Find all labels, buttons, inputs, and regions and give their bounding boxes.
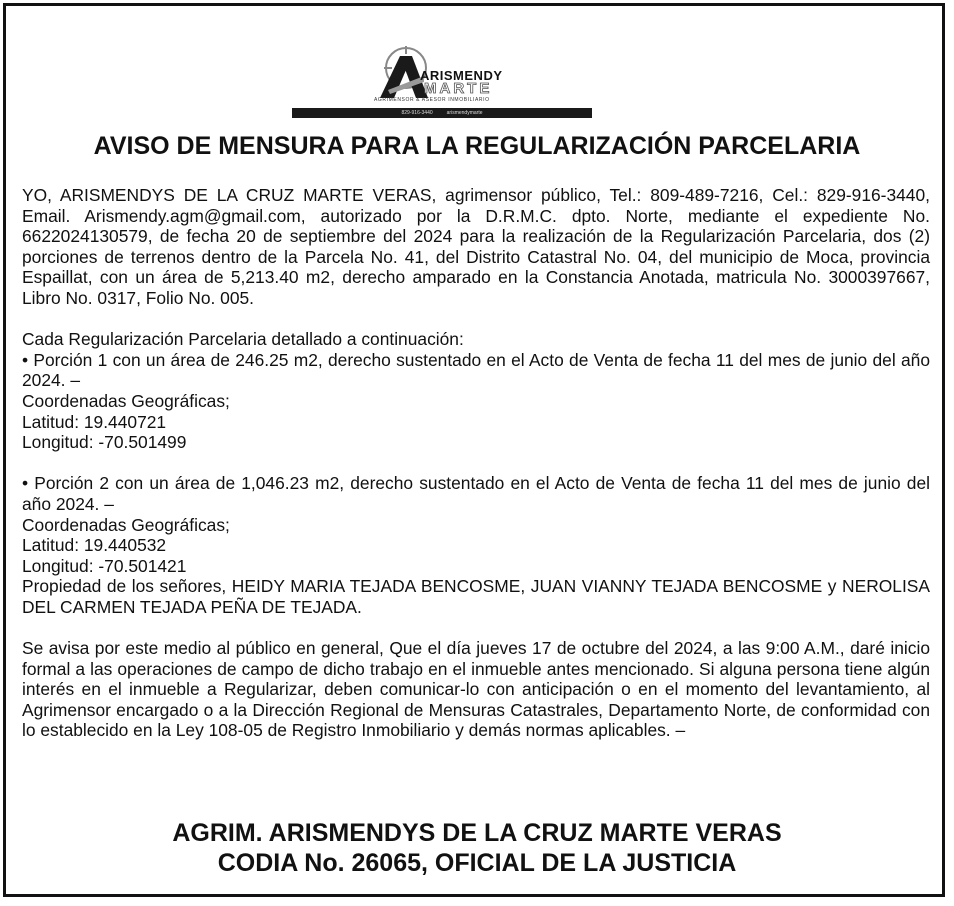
portion-1-text: • Porción 1 con un área de 246.25 m2, derecho sustentado en el Acto de Venta de fecha 11 del mes de junio del año 2024. – — [22, 349, 930, 391]
logo-surname: MARTE — [424, 80, 493, 97]
notice-title: AVISO DE MENSURA PARA LA REGULARIZACIÓN PARCELARIA — [93, 132, 861, 160]
logo-name: ARISMENDY — [420, 68, 503, 83]
logo-phone: 829-916-3440 — [401, 110, 433, 116]
public-notice-paragraph: Se avisa por este medio al público en general, Que el día jueves 17 de octubre del 2024, a las 9:00 A.M., daré inicio formal a las operaciones de campo de dicho trabajo en el inmueble antes mencionado. Si alguna persona tiene algún interés en el inmueble a Regularizar, deben comunicar-lo con anticipación o en el momento del levantamiento, al Agrimensor encargado o a la Dirección Regional de Mensuras Catastrales, Departamento Norte, de conformidad con lo establecido en la Ley 108-05 de Registro Inmobiliario y demás normas aplicables. – — [22, 638, 930, 741]
portion-1-coords-label: Coordenadas Geográficas; — [22, 390, 230, 411]
detail-heading: Cada Regularización Parcelaria detallado a continuación: — [22, 329, 464, 350]
portion-2-longitude: Longitud: -70.501421 — [22, 555, 187, 576]
portion-1-longitude: Longitud: -70.501499 — [22, 432, 187, 453]
signature-credentials: CODIA No. 26065, OFICIAL DE LA JUSTICIA — [217, 849, 737, 877]
owners-paragraph: Propiedad de los señores, HEIDY MARIA TEJADA BENCOSME, JUAN VIANNY TEJADA BENCOSME y NEROLISA DEL CARMEN TEJADA PEÑA DE TEJADA. — [22, 576, 930, 617]
intro-paragraph: YO, ARISMENDYS DE LA CRUZ MARTE VERAS, agrimensor público, Tel.: 809-489-7216, Cel.: 829-916-3440, Email. Arismendy.agm@gmail.com, autorizado por la D.R.M.C. dpto. Norte, mediante el expediente No. 6622024130579, de fecha 20 de septiembre del 2024 para la realización de la Regularización Parcelaria, dos (2) porciones de terrenos dentro de la Parcela No. 41, del Distrito Catastral No. 04, del municipio de Moca, provincia Espaillat, con un área de 5,213.40 m2, derecho amparado en la Constancia Anotada, matricula No. 3000397667, Libro No. 0317, Folio No. 005. — [22, 185, 930, 308]
portion-1-latitude: Latitud: 19.440721 — [22, 411, 167, 432]
signature-name: AGRIM. ARISMENDYS DE LA CRUZ MARTE VERAS — [172, 819, 782, 847]
notice-frame — [3, 3, 945, 897]
logo-tagline: AGRIMENSOR & ASESOR INMOBILIARIO — [374, 97, 490, 103]
logo-social: arismendymarte — [446, 110, 483, 116]
portion-2-text: • Porción 2 con un área de 1,046.23 m2, derecho sustentado en el Acto de Venta de fecha 11 del mes de junio del año 2024. – — [22, 473, 930, 514]
signature-block — [6, 818, 948, 878]
logo-contact-bar — [292, 108, 592, 118]
portion-2-latitude: Latitud: 19.440532 — [22, 535, 167, 556]
notice-body — [22, 185, 930, 741]
company-logo — [292, 44, 592, 124]
portion-2-coords-label: Coordenadas Geográficas; — [22, 514, 230, 535]
